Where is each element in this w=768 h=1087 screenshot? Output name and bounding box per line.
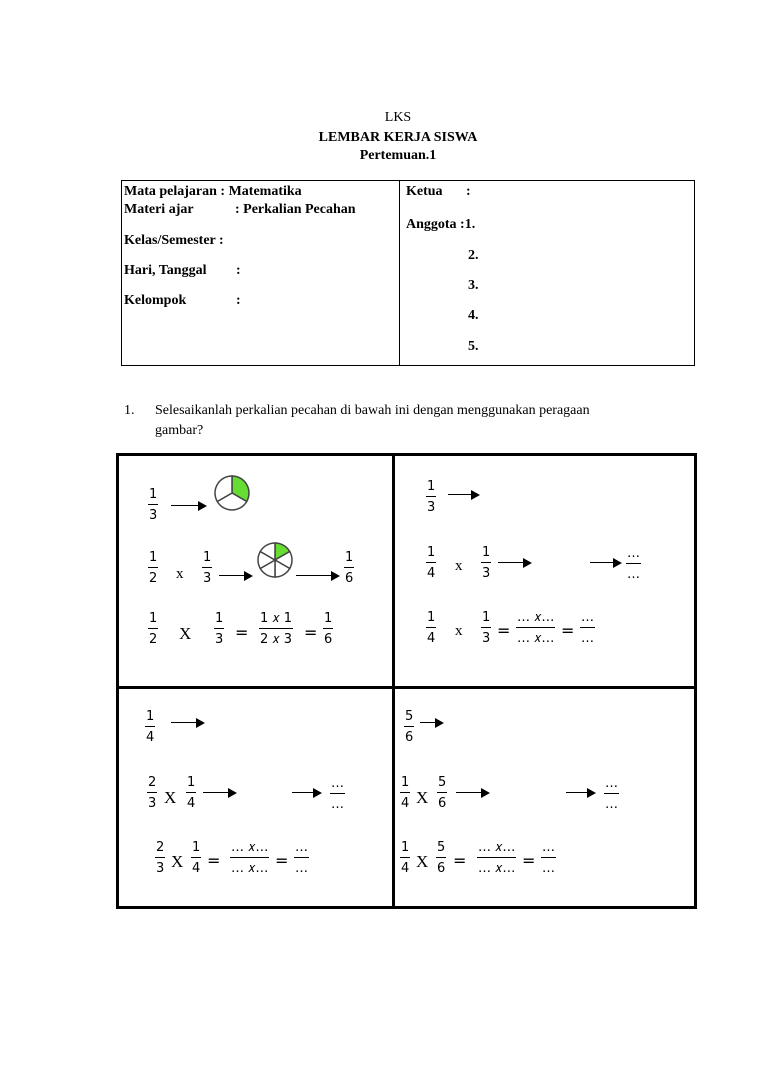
arrow-icon: [448, 490, 480, 500]
equals-sign: =: [497, 621, 511, 640]
multiply-sign: X: [416, 852, 429, 871]
multiply-sign: X: [171, 852, 184, 871]
multiply-sign: x: [455, 558, 463, 574]
fraction-one-fourth: 1 4: [187, 775, 196, 811]
topic-label: Materi ajar: [124, 202, 194, 217]
equals-sign: =: [522, 851, 536, 870]
fraction-two-thirds: 2 3: [148, 775, 157, 811]
fraction-five-sixths: 5 6: [437, 840, 446, 876]
fraction-one-sixth: 1 6: [345, 550, 354, 586]
date-colon: :: [236, 263, 241, 278]
fraction-one-third: 1 3: [482, 545, 491, 581]
fraction-one-half: 1 2: [149, 550, 158, 586]
multiply-sign: x: [455, 623, 463, 639]
arrow-icon: [498, 558, 532, 568]
topic-value: : Perkalian Pecahan: [235, 202, 356, 217]
group-colon: :: [236, 293, 241, 308]
answer-blank-fraction: … …: [295, 840, 308, 876]
fraction-five-sixths: 5 6: [405, 709, 414, 745]
blank-product-expression: … 𝑥… … 𝑥…: [231, 840, 269, 876]
arrow-icon: [420, 718, 444, 728]
member-2: 2.: [468, 248, 479, 263]
arrow-icon: [566, 788, 596, 798]
fraction-one-fourth: 1 4: [192, 840, 201, 876]
fraction-one-fourth: 1 4: [146, 709, 155, 745]
fraction-one-third: 1 3: [149, 487, 158, 523]
fraction-one-fourth: 1 4: [427, 545, 436, 581]
fraction-one-fourth: 1 4: [401, 775, 410, 811]
leader-label: Ketua: [406, 184, 443, 199]
member-4: 4.: [468, 308, 479, 323]
answer-blank-fraction: … …: [542, 840, 555, 876]
blank-product-expression: … 𝑥… … 𝑥…: [478, 840, 516, 876]
member-5: 5.: [468, 339, 479, 354]
multiply-sign: X: [164, 788, 177, 807]
leader-colon: :: [466, 184, 471, 199]
pie-thirds-diagram: [213, 474, 251, 512]
question-text-line1: Selesaikanlah perkalian pecahan di bawah ini dengan menggunakan peragaan: [155, 403, 590, 418]
arrow-icon: [171, 718, 205, 728]
subject-field: Mata pelajaran : Matematika: [124, 184, 302, 199]
fraction-five-sixths: 5 6: [438, 775, 447, 811]
multiply-sign: x: [176, 566, 184, 582]
pie-sixths-diagram: [256, 541, 294, 579]
arrow-icon: [590, 558, 622, 568]
multiply-sign: X: [179, 624, 192, 643]
question-text-line2: gambar?: [155, 423, 204, 438]
group-label: Kelompok: [124, 293, 187, 308]
info-table-divider: [399, 180, 400, 366]
equals-sign: =: [207, 851, 221, 870]
answer-blank-fraction: … …: [627, 546, 640, 582]
grid-horizontal-divider: [116, 686, 697, 689]
equals-sign: =: [235, 623, 249, 642]
arrow-icon: [456, 788, 490, 798]
members-label: Anggota :1.: [406, 217, 476, 232]
doc-type: LKS: [384, 110, 412, 125]
arrow-icon: [296, 571, 340, 581]
blank-product-expression: … 𝑥… … 𝑥…: [517, 610, 555, 646]
fraction-two-thirds: 2 3: [156, 840, 165, 876]
arrow-icon: [171, 501, 207, 511]
meeting-label: Pertemuan.1: [359, 148, 437, 163]
class-semester-field: Kelas/Semester :: [124, 233, 224, 248]
info-table: [121, 180, 695, 366]
multiply-sign: X: [416, 788, 429, 807]
answer-blank-fraction: … …: [331, 776, 344, 812]
arrow-icon: [219, 571, 253, 581]
equals-sign: =: [561, 621, 575, 640]
doc-title: LEMBAR KERJA SISWA: [318, 130, 478, 145]
equals-sign: =: [304, 623, 318, 642]
grid-vertical-divider: [392, 453, 395, 909]
date-label: Hari, Tanggal: [124, 263, 207, 278]
answer-blank-fraction: … …: [581, 610, 594, 646]
member-3: 3.: [468, 278, 479, 293]
fraction-one-half: 1 2: [149, 611, 158, 647]
equals-sign: =: [453, 851, 467, 870]
question-number: 1.: [124, 403, 135, 418]
arrow-icon: [292, 788, 322, 798]
fraction-one-third: 1 3: [482, 610, 491, 646]
equals-sign: =: [275, 851, 289, 870]
arrow-icon: [203, 788, 237, 798]
fraction-one-fourth: 1 4: [401, 840, 410, 876]
fraction-one-third: 1 3: [427, 479, 436, 515]
fraction-one-sixth: 1 6: [324, 611, 333, 647]
fraction-product-expression: 1 𝑥 1 2 𝑥 3: [260, 611, 293, 647]
fraction-one-fourth: 1 4: [427, 610, 436, 646]
fraction-one-third: 1 3: [215, 611, 224, 647]
fraction-one-third: 1 3: [203, 550, 212, 586]
answer-blank-fraction: … …: [605, 776, 618, 812]
